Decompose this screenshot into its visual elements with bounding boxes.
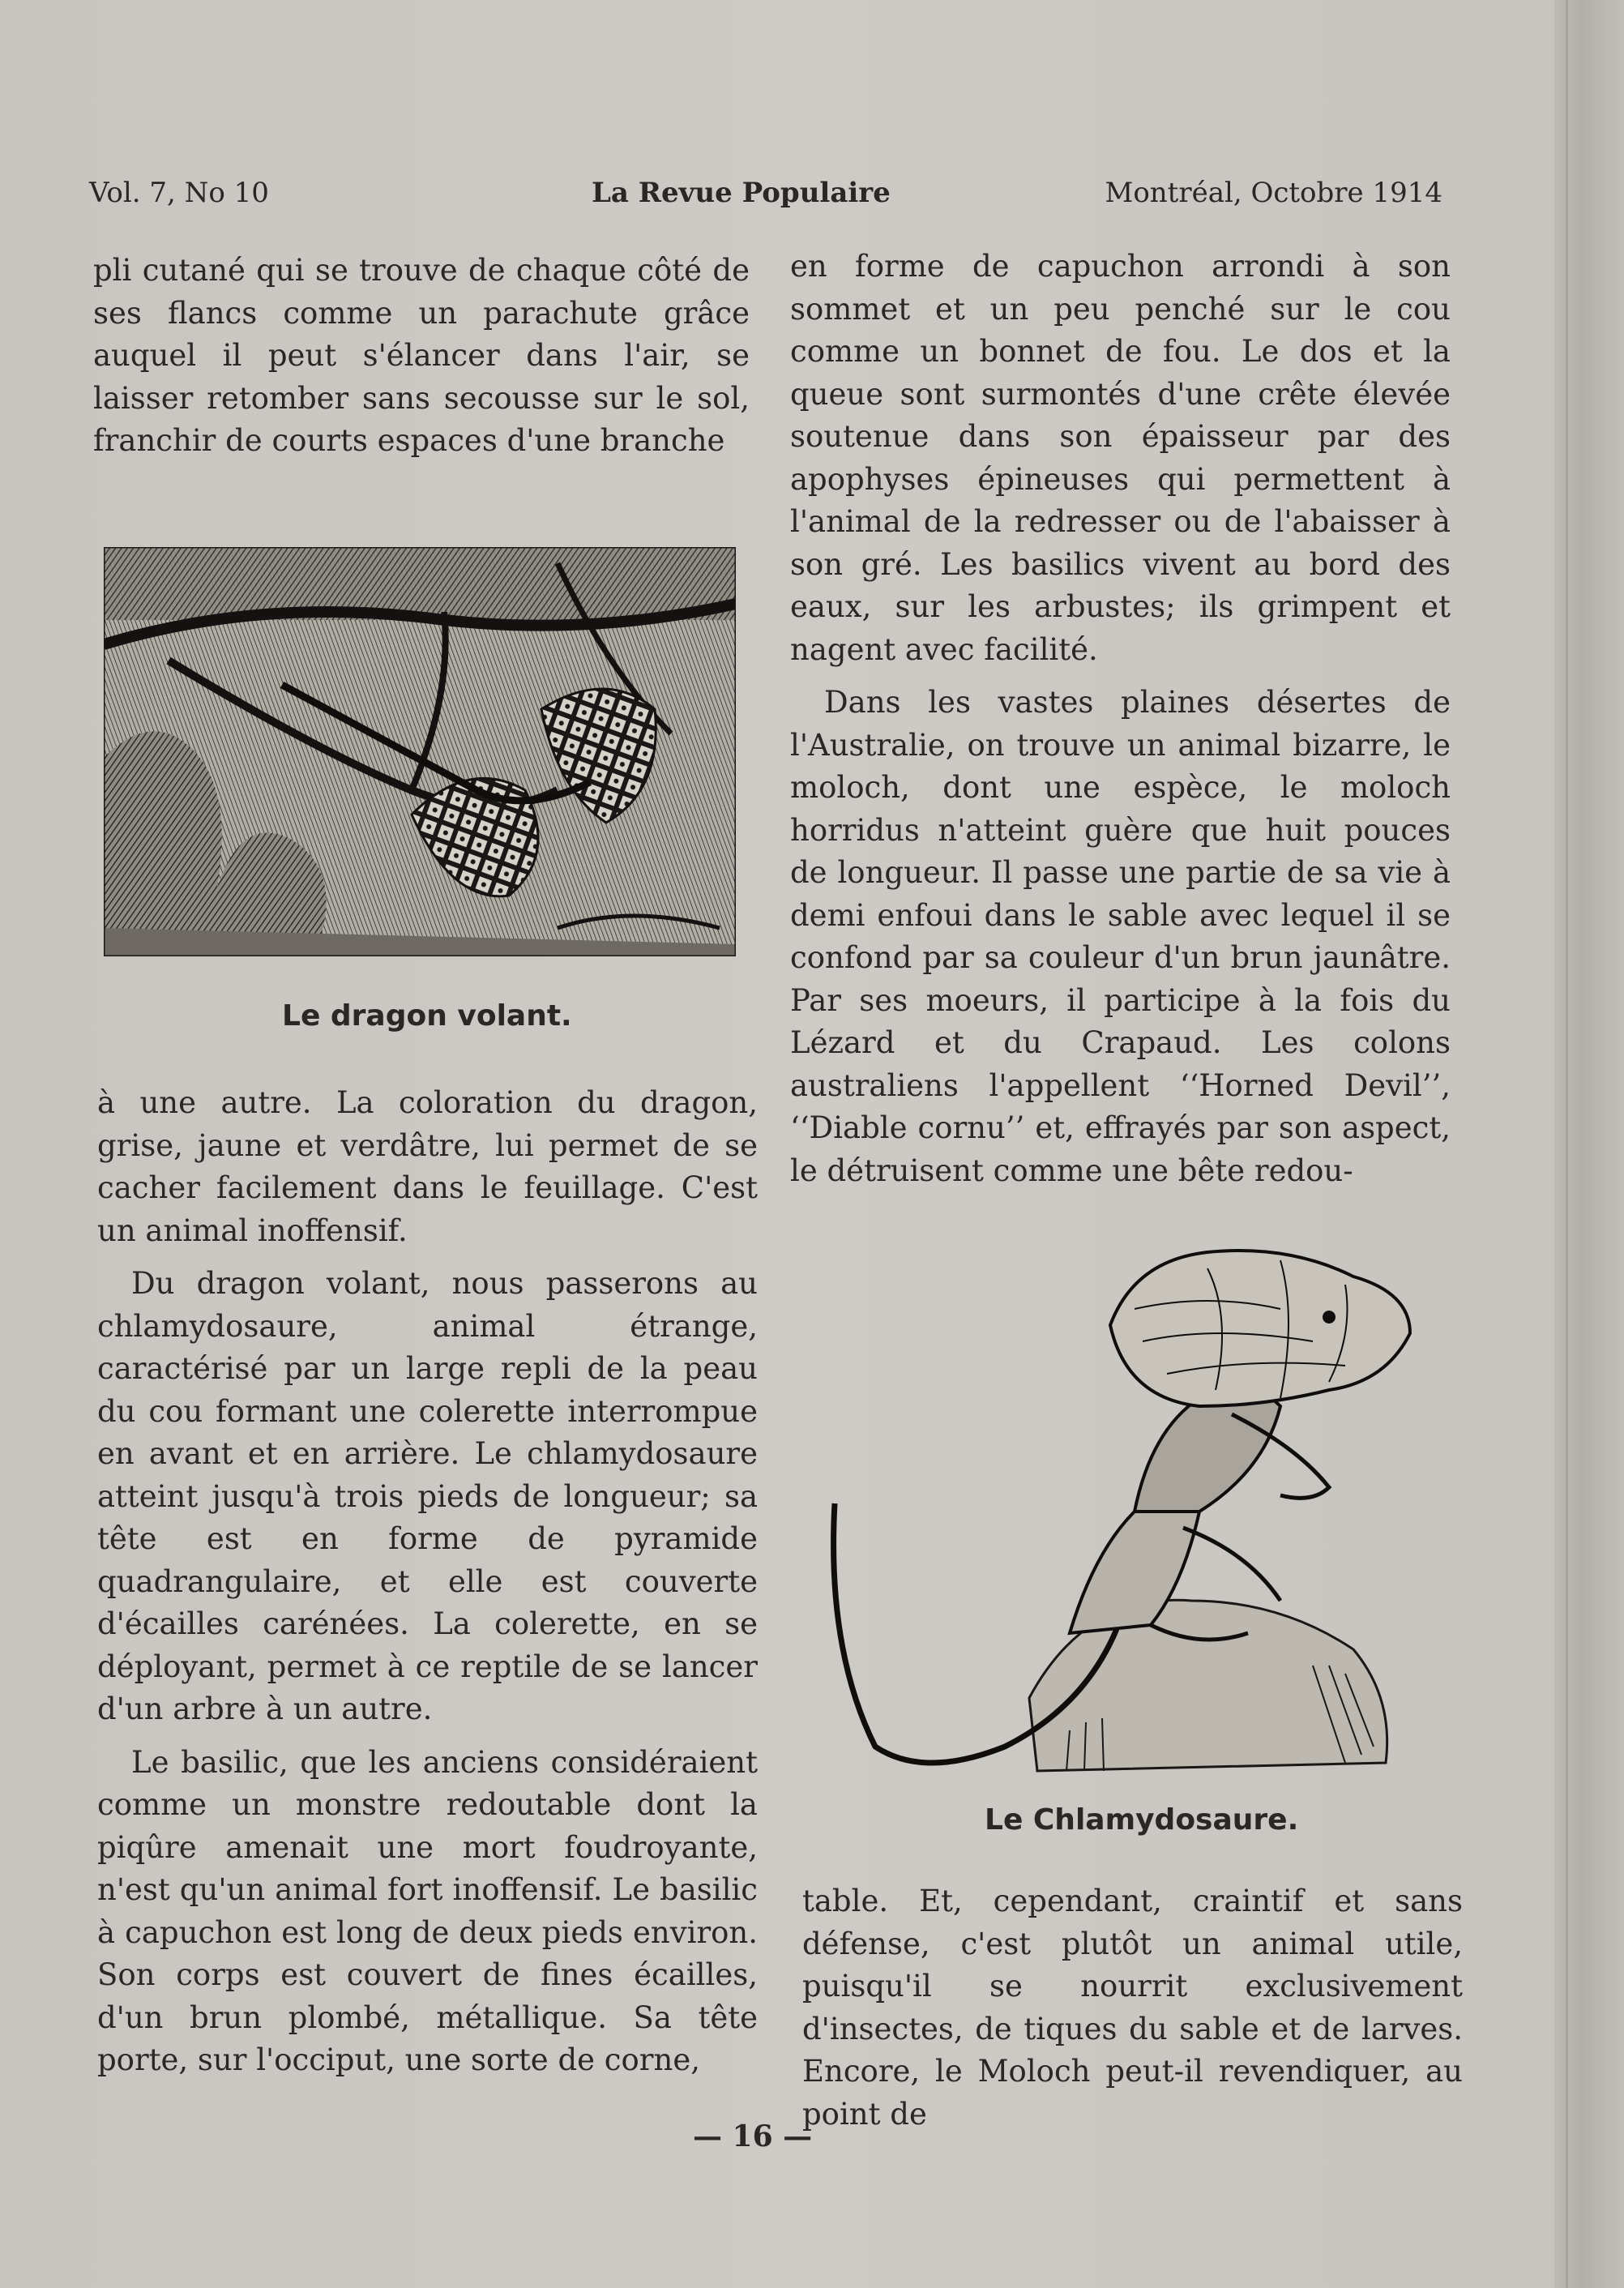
issue-date: Montréal, Octobre 1914 <box>1105 177 1442 209</box>
column-right-top <box>790 246 1451 1192</box>
magazine-title: La Revue Populaire <box>592 177 891 209</box>
figure-caption-dragon: Le dragon volant. <box>282 999 572 1033</box>
volume-number: Vol. 7, No 10 <box>89 177 269 209</box>
column-left-top <box>93 250 750 463</box>
column-left-bottom <box>97 1082 758 2082</box>
page-edge <box>1554 0 1624 2288</box>
figure-caption-chlamydosaurus: Le Chlamydosaure. <box>985 1803 1299 1837</box>
paragraph: Le basilic, que les anciens considéraient comme un monstre redoutable dont la piqûre amenait une mort foudroyante, n'est qu'un animal fort inoffensif. Le basilic à capuchon est long de deux pieds environ. Son corps est couvert de fines écailles, d'un brun plombé, métallique. Sa tête porte, sur l'occiput, une sorte de corne, <box>97 1744 758 2077</box>
paragraph: pli cutané qui se trouve de chaque côté de ses flancs comme un parachute grâce auquel il peut s'élancer dans l'air, se laisser retomber sans secousse sur le sol, franchir de courts espaces d'une branche <box>93 253 750 458</box>
paragraph: Du dragon volant, nous passerons au chlamydosaure, animal étrange, caractérisé par un large repli de la peau du cou formant une colerette interrompue en avant et en arrière. Le chlamydosaure atteint jusqu'à trois pieds de longueur; sa tête est en forme de pyramide quadrangulaire, et elle est couverte d'écailles carénées. La colerette, en se déployant, permet à ce reptile de se lancer d'un arbre à un autre. <box>97 1266 758 1726</box>
paragraph: table. Et, cependant, craintif et sans défense, c'est plutôt un animal utile, puisqu'il se nourrit exclusivement d'insectes, de tiques du sable et de larves. Encore, le Moloch peut-il revendiquer, au point de <box>802 1884 1463 2132</box>
running-header <box>89 177 1442 225</box>
column-right-bottom <box>802 1880 1463 2136</box>
flying-dragon-illustration <box>104 547 736 956</box>
paragraph: en forme de capuchon arrondi à son sommet et un peu penché sur le cou comme un bonnet de fou. Le dos et la queue sont surmontés d'une crête élevée soutenue dans son épaisseur par des apophyses épineuses qui permettent à l'animal de la redresser ou de l'abaisser à son gré. Les basilics vivent au bord des eaux, sur les arbustes; ils grimpent et nagent avec facilité. <box>790 249 1451 667</box>
paragraph: Dans les vastes plaines désertes de l'Australie, on trouve un animal bizarre, le moloch, dont une espèce, le moloch horridus n'atteint guère que huit pouces de longueur. Il passe une partie de sa vie à demi enfoui dans le sable avec lequel il se confond par sa couleur d'un brun jaunâtre. Par ses moeurs, il participe à la fois du Lézard et du Crapaud. Les colons australiens l'appellent ‘‘Horned Devil’’, ‘‘Diable cornu’’ et, effrayés par son aspect, le détruisent comme une bête redou- <box>790 685 1451 1188</box>
page-number: — 16 — <box>693 2119 813 2153</box>
chlamydosaurus-illustration <box>827 1244 1430 1787</box>
paragraph: à une autre. La coloration du dragon, grise, jaune et verdâtre, lui permet de se cacher facilement dans le feuillage. C'est un animal inoffensif. <box>97 1085 758 1248</box>
